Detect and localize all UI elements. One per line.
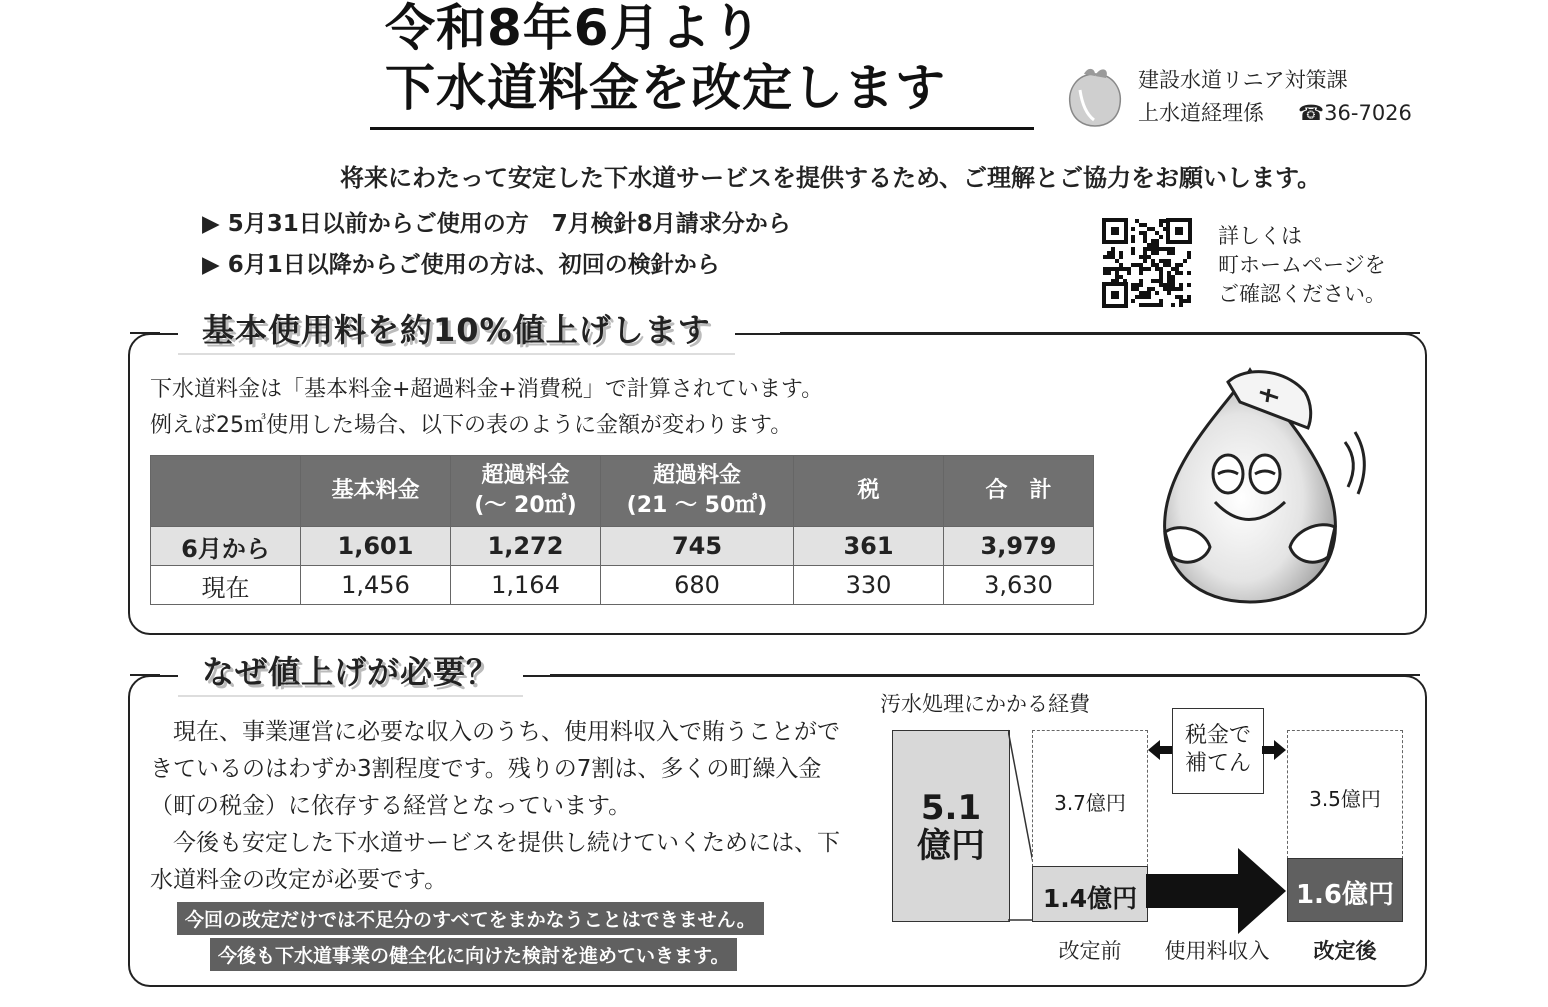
table-row: [151, 566, 1094, 605]
note-banner-1: 今回の改定だけでは不足分のすべてをまかなうことはできません。: [177, 902, 764, 935]
bullet-item-1: [202, 205, 791, 238]
after-fee-box: [1287, 858, 1403, 922]
qr-code-icon[interactable]: [1102, 218, 1192, 308]
table-cell: 3,979: [944, 527, 1094, 566]
table-cell: 1,164: [451, 566, 601, 605]
before-fee-value: 1.4億円: [1042, 884, 1138, 913]
tax-subsidy-box: [1172, 708, 1264, 794]
right-arrow-icon: [1262, 738, 1288, 762]
qr-note-line-1: 詳しくは: [1218, 224, 1302, 248]
title-line-2: 下水道料金を改定します: [385, 59, 946, 117]
title-underline: [370, 127, 1034, 130]
label-after: 改定後: [1313, 939, 1377, 963]
table-cell: 1,272: [451, 527, 601, 566]
town-mascot-logo: [1064, 64, 1126, 128]
header-cell-blank: [151, 456, 301, 527]
fee-comparison-table: [150, 455, 1094, 605]
table-header-row: [151, 456, 1094, 527]
water-drop-mascot: [1150, 362, 1375, 612]
table-cell: 3,630: [944, 566, 1094, 605]
reason-paragraph-2: 今後も安定した下水道サービスを提供し続けていくためには、下水道料金の改定が必要です。: [150, 830, 840, 893]
section-heading-fee: 基本使用料を約10%値上げします: [178, 305, 735, 355]
note-banner-2: 今後も下水道事業の健全化に向けた検討を進めていきます。: [210, 938, 737, 971]
before-tax-value: 3.7億円: [1054, 791, 1126, 815]
reason-paragraph-1: 現在、事業運営に必要な収入のうち、使用料収入で賄うことができているのはわずか3割程度です。残りの7割は、多くの町繰入金（町の税金）に依存する経営となっています。: [150, 719, 840, 819]
department-name: 建設水道リニア対策課: [1138, 68, 1348, 92]
header-excess-fee-2: 超過料金 (21 ～ 50㎥): [601, 456, 794, 527]
tax-subsidy-line-1: 税金で: [1184, 723, 1251, 748]
panel-rule-left-2: [130, 674, 160, 676]
table-row: [151, 527, 1094, 566]
after-tax-box: [1287, 730, 1403, 859]
label-before: 改定前: [1058, 939, 1122, 963]
before-fee-box: [1032, 866, 1148, 922]
after-tax-value: 3.5億円: [1309, 787, 1381, 811]
total-cost-unit: 億円: [917, 826, 985, 866]
phone-number: ☎36-7026: [1298, 101, 1412, 125]
label-fee-income: 使用料収入: [1164, 939, 1270, 963]
total-cost-value: 5.1: [920, 788, 982, 828]
header-tax: 税: [794, 456, 944, 527]
intro-line-2: 例えば25㎥使用した場合、以下の表のように金額が変わります。: [150, 413, 793, 438]
lead-text: 将来にわたって安定した下水道サービスを提供するため、ご理解とご協力をお願いします。: [340, 164, 1322, 192]
header-basic-fee: 基本料金: [301, 456, 451, 527]
bullet-item-2: [202, 246, 720, 279]
bullet-text-2: 6月1日以降からご使用の方は、初回の検針から: [227, 252, 720, 278]
increase-arrow-icon: [1146, 846, 1288, 936]
qr-note-line-3: ご確認ください。: [1218, 282, 1386, 306]
qr-note: [1218, 222, 1386, 309]
before-tax-box: [1032, 730, 1148, 867]
title-line-1: 令和8年6月より: [385, 0, 763, 57]
header-excess-fee-1: 超過料金 (～ 20㎥): [451, 456, 601, 527]
bullet-text-1: 5月31日以前からご使用の方 7月検針8月請求分から: [227, 211, 791, 237]
table-cell: 1,601: [301, 527, 451, 566]
table-cell: 現在: [151, 566, 301, 605]
diagram-title: 汚水処理にかかる経費: [880, 692, 1090, 716]
table-cell: 330: [794, 566, 944, 605]
table-cell: 745: [601, 527, 794, 566]
total-cost-box: [892, 730, 1010, 922]
table-cell: 6月から: [151, 527, 301, 566]
qr-note-line-2: 町ホームページを: [1218, 253, 1386, 277]
table-cell: 1,456: [301, 566, 451, 605]
panel-rule-left: [130, 332, 160, 334]
left-arrow-icon: [1146, 738, 1172, 762]
tax-subsidy-line-2: 補てん: [1184, 751, 1251, 776]
panel-rule-right-2: [550, 674, 1420, 676]
intro-line-1: 下水道料金は「基本料金+超過料金+消費税」で計算されています。: [150, 377, 824, 402]
after-fee-value: 1.6億円: [1295, 880, 1395, 910]
table-cell: 680: [601, 566, 794, 605]
table-cell: 361: [794, 527, 944, 566]
section-heading-reason: なぜ値上げが必要？: [178, 647, 523, 697]
header-total: 合 計: [944, 456, 1094, 527]
panel-rule-right: [780, 332, 1420, 334]
section-name: 上水道経理係: [1138, 101, 1264, 125]
triangle-bullet-icon: ▶: [202, 211, 228, 237]
triangle-bullet-icon: ▶: [202, 252, 228, 278]
